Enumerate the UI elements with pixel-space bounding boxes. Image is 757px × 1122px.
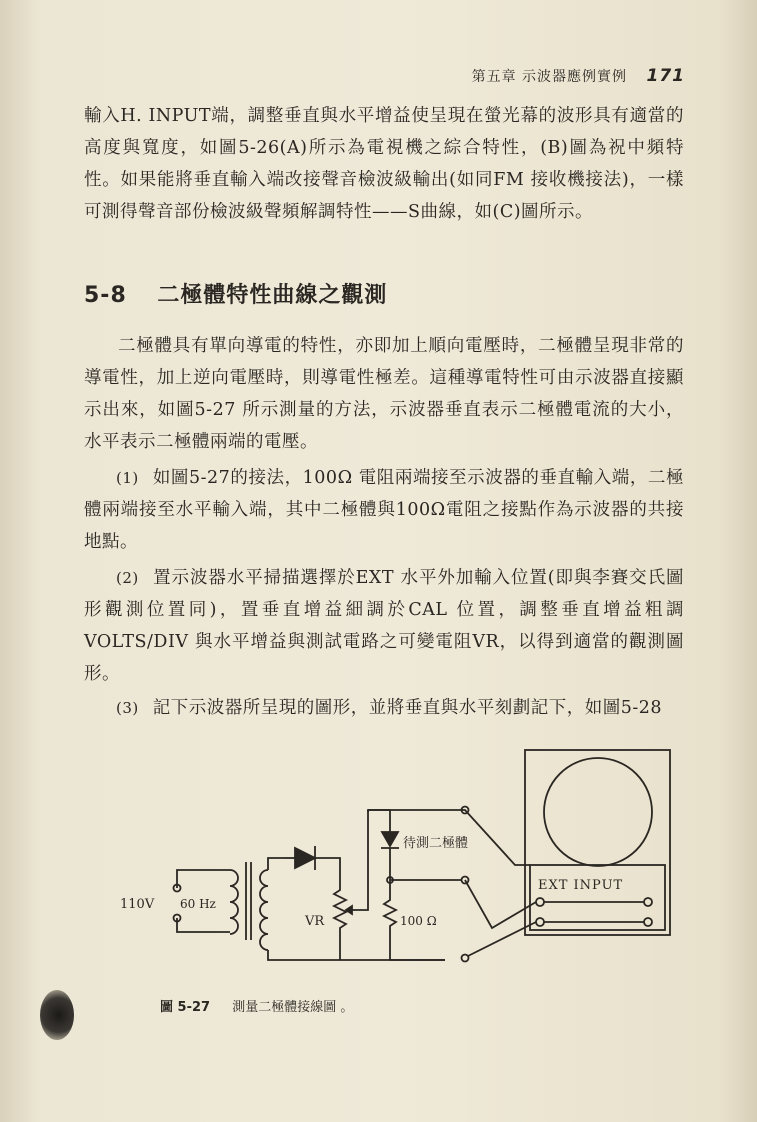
resistor-100ohm: [384, 880, 396, 960]
binder-hole: [40, 990, 74, 1040]
label-ext-input: EXT INPUT: [538, 878, 624, 893]
list-item: [84, 562, 684, 690]
transformer-primary: [230, 870, 238, 934]
label-diode-under-test: 待測二極體: [403, 836, 469, 851]
item-marker: (2): [116, 569, 139, 587]
item-text: 如圖5-27的接法，100Ω 電阻兩端接至示波器的垂直輸入端，二極體兩端接至水平輸入端，其中二極體與100Ω電阻之接點作為示波器的共接地點。: [84, 468, 684, 552]
figure-caption: [160, 996, 353, 1015]
label-vr: VR: [305, 914, 325, 929]
page-number: 171: [646, 66, 685, 86]
label-110v: 110V: [120, 897, 155, 912]
section-paragraph: 二極體具有單向導電的特性，亦即加上順向電壓時，二極體呈現非常的導電性，加上逆向電壓時，則導電性極差。這種導電特性可由示波器直接顯示出來，如圖5-27 所示測量的方法，示波器垂直表示二極體電流的大小，水平表示二極體兩端的電壓。: [84, 336, 684, 452]
running-header: [472, 66, 685, 86]
item-marker: (1): [116, 469, 139, 487]
circuit-diagram: [100, 740, 700, 1030]
caption-text: 測量二極體接線圖 。: [232, 1000, 354, 1015]
oscilloscope-screen: [544, 758, 652, 866]
list-item: [84, 692, 684, 724]
item-text: 記下示波器所呈現的圖形，並將垂直與水平刻劃記下，如圖5-28: [152, 698, 663, 718]
item-marker: (3): [116, 699, 139, 717]
chapter-title: 第五章 示波器應例實例: [471, 69, 628, 85]
list-item: [84, 462, 684, 558]
rectifier-diode: [295, 848, 315, 868]
diode-under-test: [382, 832, 398, 846]
caption-number: 圖 5-27: [160, 1000, 211, 1015]
potentiometer-vr: [334, 868, 346, 960]
oscilloscope-box: [525, 750, 670, 935]
intro-paragraph: 輸入H. INPUT端，調整垂直與水平增益使呈現在螢光幕的波形具有適當的高度與寬度，如圖5-26(A)所示為電視機之綜合特性，(B)圖為祝中頻特性。如果能將垂直輸入端改接聲音檢波級輸出(如同FM 接收機接法)，一樣可測得聲音部份檢波級聲頻解調特性——S曲線，如(C)圖所示。: [84, 106, 684, 222]
item-text: 置示波器水平掃描選擇於EXT 水平外加輸入位置(即與李賽交氏圖形觀測位置同)，置垂直增益細調於CAL 位置，調整垂直增益粗調 VOLTS/DIV 與水平增益與測試電路之可變電阻VR，以得到適當的觀測圖形。: [84, 568, 684, 684]
transformer-secondary: [260, 870, 268, 950]
section-number: 5-8: [84, 283, 127, 308]
label-100ohm: 100 Ω: [400, 914, 437, 928]
label-60hz: 60 Hz: [180, 897, 216, 911]
section-title: 二極體特性曲線之觀測: [157, 283, 388, 308]
section-heading: [84, 278, 387, 309]
